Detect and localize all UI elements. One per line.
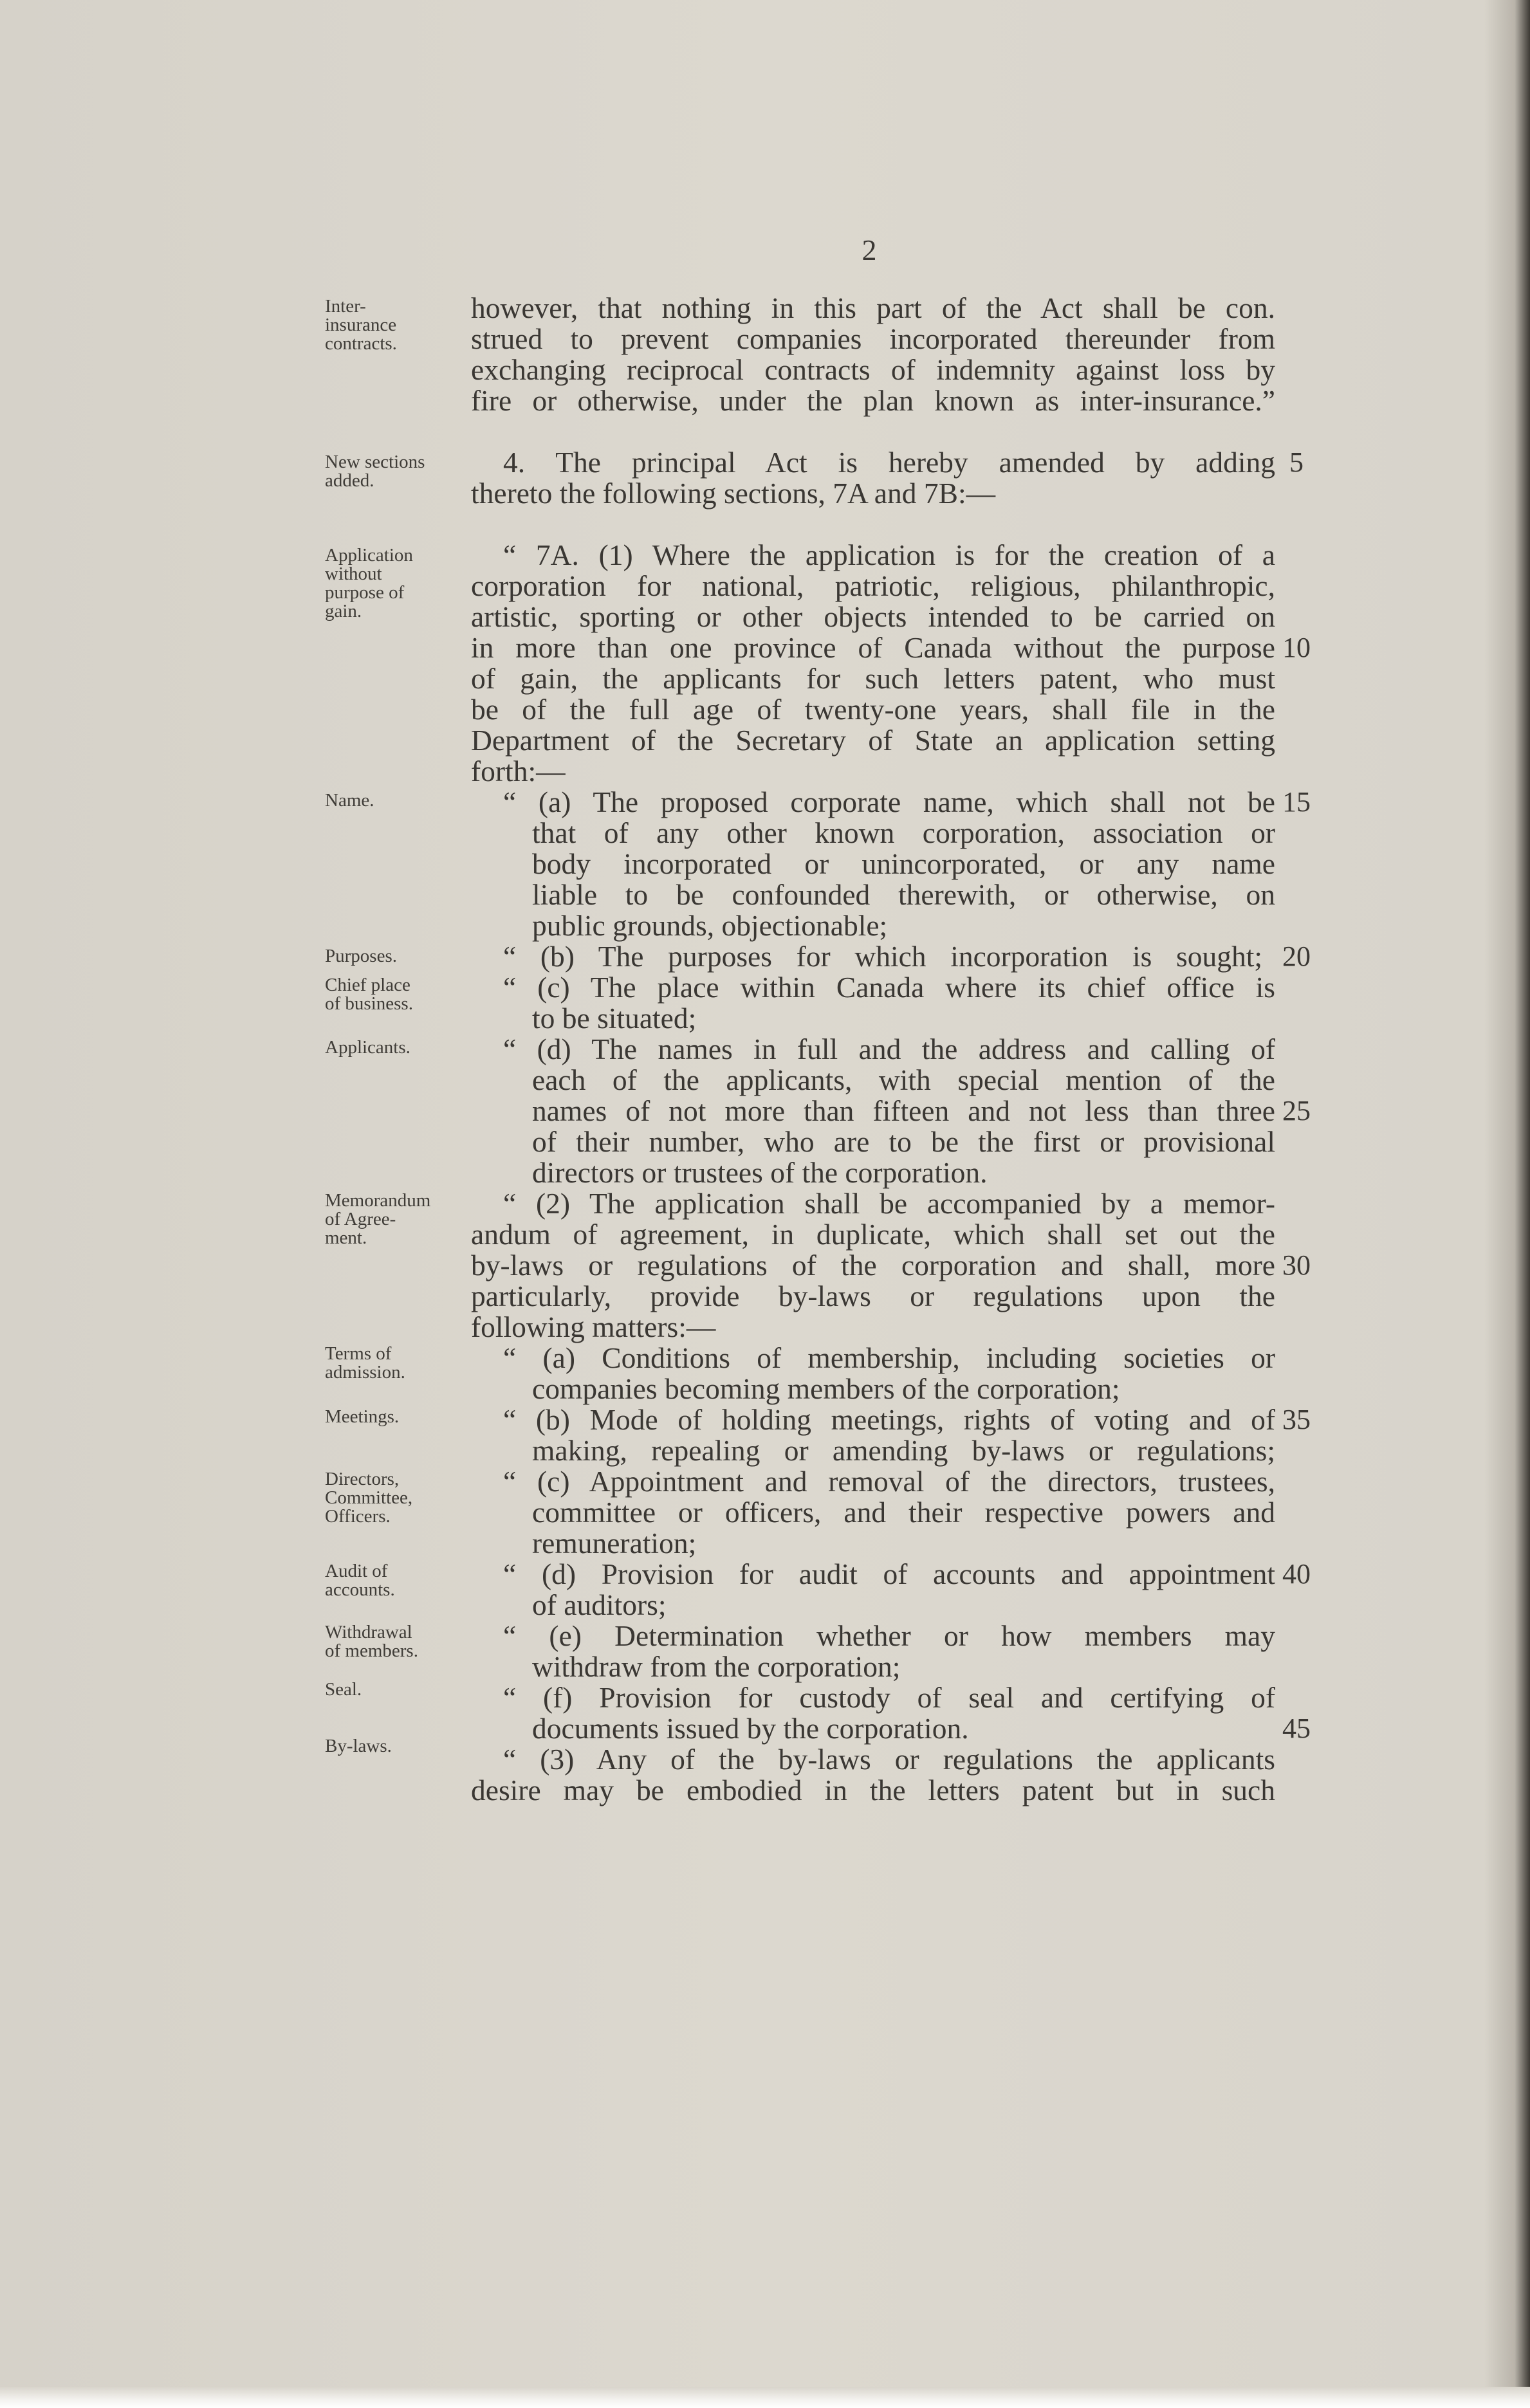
margin-note: Inter- insurance contracts. [325,296,397,354]
text-line: “ (e) Determination whether or how members may [503,1619,1275,1652]
text-line: “ (2) The application shall be accompanied by a memor- [503,1187,1275,1220]
text-line: following matters:— [471,1310,716,1343]
margin-note: By-laws. [325,1736,392,1756]
text-line: public grounds, objectionable; [532,909,888,942]
margin-note: Applicants. [325,1037,410,1058]
text-line: remuneration; [532,1527,697,1559]
page-number: 2 [862,234,877,266]
text-line: “ 7A. (1) Where the application is for the creation of a [503,538,1275,571]
text-line: strued to prevent companies incorporated thereunder from [471,322,1275,355]
text-line: liable to be confounded therewith, or otherwise, on [532,878,1275,911]
line-number: 35 [1282,1404,1311,1435]
line-number: 40 [1282,1558,1311,1590]
text-line: exchanging reciprocal contracts of indemnity against loss by [471,353,1275,386]
text-line: corporation for national, patriotic, religious, philanthropic, [471,569,1275,602]
margin-note: Meetings. [325,1406,400,1427]
text-line: directors or trustees of the corporation. [532,1156,988,1189]
text-line: withdraw from the corporation; [532,1650,901,1683]
text-line: desire may be embodied in the letters patent but in such [471,1774,1275,1806]
text-line: of gain, the applicants for such letters patent, who must [471,662,1275,695]
text-line: 4. The principal Act is hereby amended by adding [503,446,1275,479]
text-line: thereto the following sections, 7A and 7B:— [471,477,996,510]
line-number: 5 [1289,446,1304,478]
text-line: “ (b) The purposes for which incorporation is sought; [503,940,1262,973]
line-number: 25 [1282,1095,1311,1126]
text-line: be of the full age of twenty-one years, shall file in the [471,693,1275,726]
text-line: body incorporated or unincorporated, or any name [532,847,1275,880]
line-number: 45 [1282,1713,1311,1744]
margin-note: Seal. [325,1679,362,1700]
text-line: “ (b) Mode of holding meetings, rights of voting and of [503,1403,1275,1436]
text-line: of auditors; [532,1588,667,1621]
line-number: 15 [1282,786,1311,818]
text-line: “ (3) Any of the by-laws or regulations the applicants [503,1743,1275,1776]
margin-note: Directors, Committee, Officers. [325,1469,413,1527]
text-line: names of not more than fifteen and not less than three [532,1094,1275,1127]
margin-note: Withdrawal of members. [325,1622,418,1661]
line-number: 10 [1282,632,1311,663]
text-line: “ (c) Appointment and removal of the directors, trustees, [503,1465,1275,1498]
line-number: 30 [1282,1249,1311,1281]
text-line: fire or otherwise, under the plan known as inter-insurance.” [471,384,1275,417]
text-line: artistic, sporting or other objects intended to be carried on [471,600,1275,633]
margin-note: Chief place of business. [325,975,413,1014]
text-line: documents issued by the corporation. [532,1712,969,1745]
text-line: however, that nothing in this part of the Act shall be con. [471,291,1275,324]
text-line: “ (f) Provision for custody of seal and certifying of [503,1681,1275,1714]
line-number: 20 [1282,941,1311,972]
text-line: forth:— [471,755,566,787]
text-line: each of the applicants, with special mention of the [532,1063,1275,1096]
text-line: by-laws or regulations of the corporation and shall, more [471,1249,1275,1282]
text-line: making, repealing or amending by-laws or regulations; [532,1434,1275,1467]
text-line: “ (c) The place within Canada where its chief office is [503,971,1275,1004]
text-line: companies becoming members of the corporation; [532,1372,1120,1405]
margin-note: Audit of accounts. [325,1561,395,1600]
text-line: “ (a) Conditions of membership, including societies or [503,1341,1275,1374]
margin-note: Purposes. [325,946,397,966]
margin-note: Memorandum of Agree- ment. [325,1190,431,1248]
text-line: “ (a) The proposed corporate name, which shall not be [503,786,1275,818]
text-line: andum of agreement, in duplicate, which shall set out the [471,1218,1275,1251]
margin-note: Terms of admission. [325,1343,405,1383]
text-line: “ (d) Provision for audit of accounts and appointment [503,1558,1275,1590]
scan-edge [0,2387,1530,2408]
text-line: to be situated; [532,1002,697,1034]
margin-note: New sections added. [325,452,425,491]
margin-note: Application without purpose of gain. [325,545,413,621]
text-line: of their number, who are to be the first or provisional [532,1125,1275,1158]
text-line: Department of the Secretary of State an application setting [471,724,1275,757]
text-line: particularly, provide by-laws or regulations upon the [471,1280,1275,1312]
text-line: that of any other known corporation, association or [532,816,1275,849]
text-line: in more than one province of Canada without the purpose [471,631,1275,664]
text-line: committee or officers, and their respective powers and [532,1496,1275,1529]
text-line: “ (d) The names in full and the address and calling of [503,1033,1275,1065]
margin-note: Name. [325,790,374,811]
